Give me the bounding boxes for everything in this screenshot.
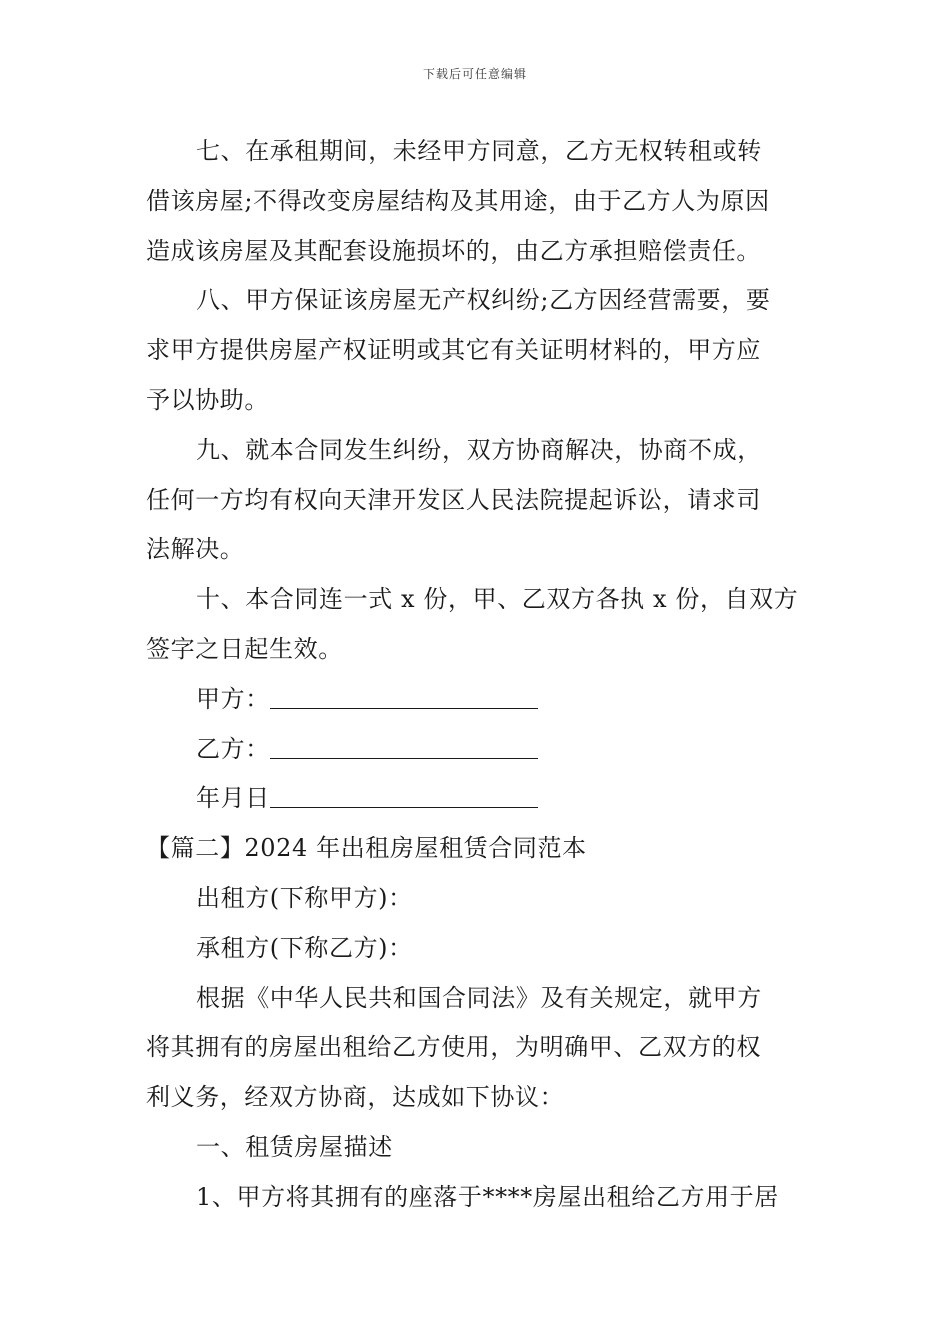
clause-nine: [146, 426, 806, 575]
item-one-line: 1、甲方将其拥有的座落于****房屋出租给乙方用于居: [196, 1182, 779, 1211]
clause-seven-line-3: 造成该房屋及其配套设施损坏的，由乙方承担赔偿责任。: [146, 236, 761, 265]
signature-block: [146, 675, 806, 824]
heading-lease-description: 一、租赁房屋描述: [196, 1132, 393, 1161]
party-a-signature-blank: [270, 688, 538, 709]
section-two: [146, 824, 806, 1222]
date-label: 年月日: [196, 784, 270, 813]
clause-seven-line-1: 七、在承租期间，未经甲方同意，乙方无权转租或转: [196, 137, 762, 165]
clause-eight-line-1: 八、甲方保证该房屋无产权纠纷;乙方因经营需要，要: [196, 286, 771, 315]
preamble-line-2: 将其拥有的房屋出租给乙方使用，为明确甲、乙双方的权: [146, 1033, 761, 1062]
section-two-title: 【篇二】2024 年出租房屋租赁合同范本: [146, 834, 587, 863]
clause-eight-line-3: 予以协助。: [146, 385, 269, 414]
clause-ten: [146, 575, 806, 675]
party-b-label: 乙方：: [196, 734, 270, 763]
date-blank: [270, 787, 538, 808]
signature-party-b: [146, 725, 806, 775]
clause-eight-line-2: 求甲方提供房屋产权证明或其它有关证明材料的，甲方应: [146, 336, 761, 365]
signature-date: [146, 774, 806, 824]
signature-party-a: [146, 675, 806, 725]
lessor-line: 出租方(下称甲方)：: [196, 883, 413, 912]
document-body: [146, 127, 806, 1223]
clause-seven-line-2: 借该房屋;不得改变房屋结构及其用途，由于乙方人为原因: [146, 186, 770, 215]
preamble-line-1: 根据《中华人民共和国合同法》及有关规定，就甲方: [196, 983, 762, 1012]
clause-ten-line-1: 十、本合同连一式 x 份，甲、乙双方各执 x 份，自双方: [196, 585, 799, 614]
clause-nine-line-2: 任何一方均有权向天津开发区人民法院提起诉讼，请求司: [146, 485, 761, 514]
clause-nine-line-1: 九、就本合同发生纠纷，双方协商解决，协商不成，: [196, 435, 762, 464]
clause-ten-line-2: 签字之日起生效。: [146, 634, 343, 663]
page-header-note: 下载后可任意编辑: [422, 67, 527, 81]
party-a-label: 甲方：: [196, 684, 270, 713]
party-b-signature-blank: [270, 738, 538, 759]
clause-seven: [146, 127, 806, 276]
preamble-line-3: 利义务，经双方协商，达成如下协议：: [146, 1083, 565, 1112]
lessee-line: 承租方(下称乙方)：: [196, 933, 413, 962]
clause-nine-line-3: 法解决。: [146, 535, 245, 564]
clause-eight: [146, 276, 806, 425]
